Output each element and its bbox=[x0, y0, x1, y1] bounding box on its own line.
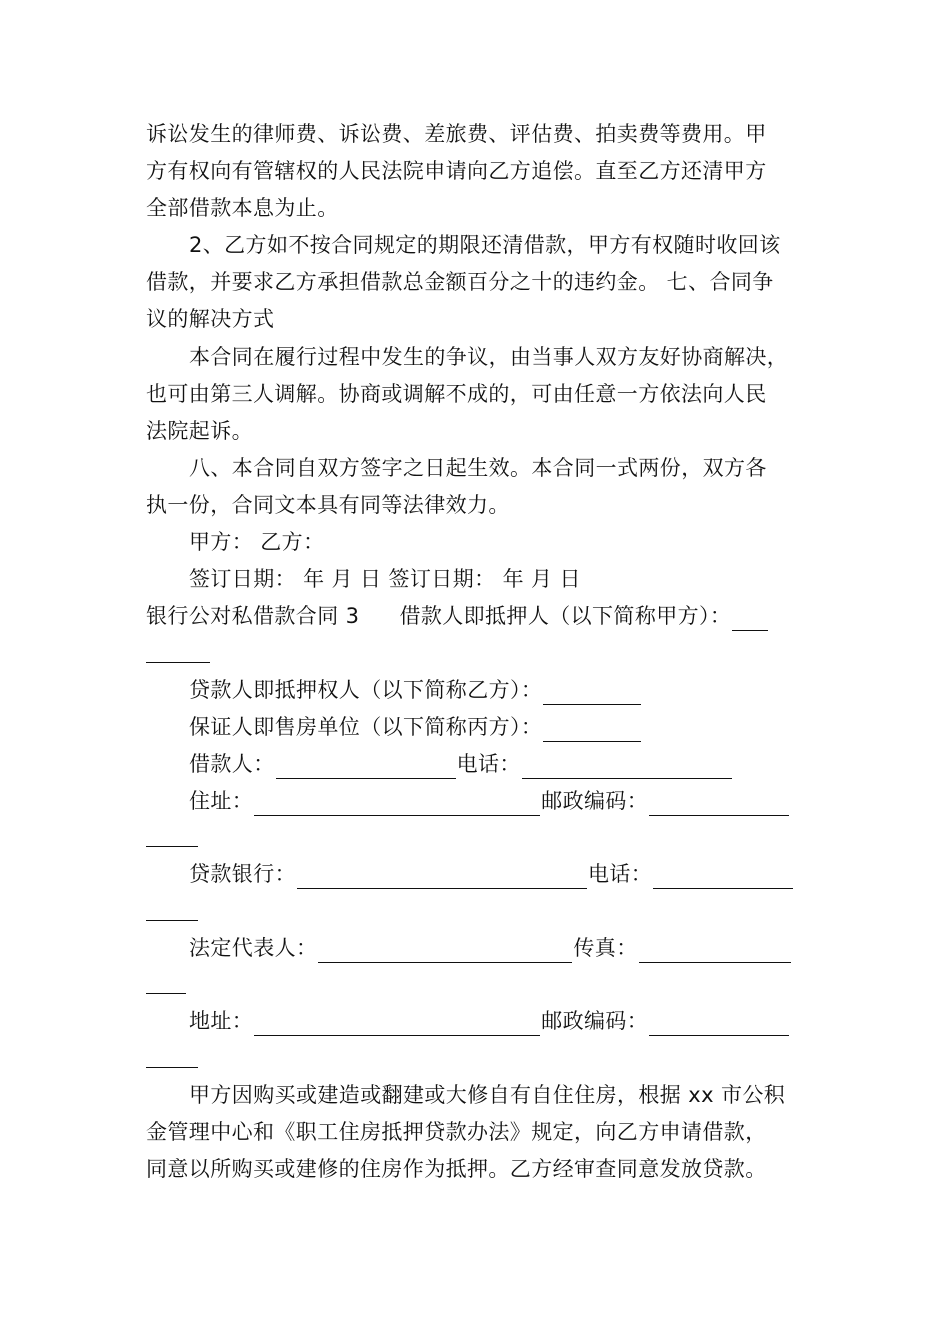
address-blank bbox=[254, 793, 540, 816]
fax-blank bbox=[639, 940, 791, 963]
borrower-mortgagor-blank bbox=[732, 608, 768, 631]
paragraph-line: 2、乙方如不按合同规定的期限还清借款，甲方有权随时收回该 bbox=[189, 233, 781, 257]
bank-label: 贷款银行： bbox=[189, 862, 296, 886]
bank-phone-blank bbox=[653, 866, 793, 889]
paragraph-line: 也可由第三人调解。协商或调解不成的，可由任意一方依法向人民 bbox=[146, 382, 767, 406]
borrower-label: 借款人： bbox=[189, 752, 275, 776]
location-postcode-blank bbox=[649, 1013, 789, 1036]
lender-blank bbox=[543, 682, 641, 705]
bank-field-line bbox=[189, 859, 869, 889]
postcode-blank-cont bbox=[146, 845, 198, 847]
bank-blank bbox=[297, 866, 587, 889]
paragraph-line: 同意以所购买或建修的住房作为抵押。乙方经审查同意发放贷款。 bbox=[146, 1157, 767, 1181]
borrower-blank bbox=[276, 756, 456, 779]
paragraph-line: 借款，并要求乙方承担借款总金额百分之十的违约金。 七、合同争 bbox=[146, 270, 774, 294]
paragraph-line: 方有权向有管辖权的人民法院申请向乙方追偿。直至乙方还清甲方 bbox=[146, 159, 767, 183]
phone-blank bbox=[522, 756, 732, 779]
location-field-line bbox=[189, 1006, 869, 1036]
fax-blank-cont bbox=[146, 992, 186, 994]
contract-title: 银行公对私借款合同 3 bbox=[146, 604, 360, 628]
guarantor-blank bbox=[543, 719, 641, 742]
paragraph-line: 法院起诉。 bbox=[146, 419, 253, 443]
legal-rep-field-line bbox=[189, 933, 869, 963]
postcode-label: 邮政编码： bbox=[541, 789, 649, 813]
fax-label: 传真： bbox=[573, 936, 638, 960]
paragraph-line: 执一份，合同文本具有同等法律效力。 bbox=[146, 493, 510, 517]
location-postcode-blank-cont bbox=[146, 1066, 198, 1068]
legal-rep-label: 法定代表人： bbox=[189, 936, 318, 960]
address-label: 住址： bbox=[189, 789, 254, 813]
paragraph-line: 八、本合同自双方签字之日起生效。本合同一式两份，双方各 bbox=[189, 456, 767, 480]
borrower-mortgagor-blank-cont bbox=[146, 661, 210, 663]
paragraph-line: 本合同在履行过程中发生的争议，由当事人双方友好协商解决， bbox=[189, 345, 789, 369]
paragraph-line: 议的解决方式 bbox=[146, 307, 275, 331]
paragraph-line: 诉讼发生的律师费、诉讼费、差旅费、评估费、拍卖费等费用。甲 bbox=[146, 122, 767, 146]
address-field-line bbox=[189, 786, 869, 816]
postcode-blank bbox=[649, 793, 789, 816]
location-postcode-label: 邮政编码： bbox=[541, 1009, 649, 1033]
paragraph-line: 甲方因购买或建造或翻建或大修自有自住住房，根据 xx 市公积 bbox=[189, 1083, 786, 1107]
borrower-mortgagor-label: 借款人即抵押人（以下简称甲方）： bbox=[399, 604, 732, 628]
bank-phone-label: 电话： bbox=[588, 862, 653, 886]
guarantor-line bbox=[189, 712, 869, 742]
signature-parties: 甲方： 乙方： bbox=[189, 530, 325, 554]
legal-rep-blank bbox=[318, 940, 572, 963]
signing-date: 签订日期： 年 月 日 签订日期： 年 月 日 bbox=[189, 567, 581, 591]
paragraph-line: 全部借款本息为止。 bbox=[146, 196, 339, 220]
borrower-field-line bbox=[189, 749, 869, 779]
contract-title-line bbox=[146, 601, 826, 631]
location-blank bbox=[254, 1013, 540, 1036]
paragraph-line: 金管理中心和《职工住房抵押贷款办法》规定，向乙方申请借款， bbox=[146, 1120, 767, 1144]
lender-label: 贷款人即抵押权人（以下简称乙方）： bbox=[189, 678, 543, 702]
guarantor-label: 保证人即售房单位（以下简称丙方）： bbox=[189, 715, 543, 739]
phone-label: 电话： bbox=[456, 752, 521, 776]
bank-phone-blank-cont bbox=[146, 919, 198, 921]
lender-line bbox=[189, 675, 869, 705]
location-label: 地址： bbox=[189, 1009, 254, 1033]
